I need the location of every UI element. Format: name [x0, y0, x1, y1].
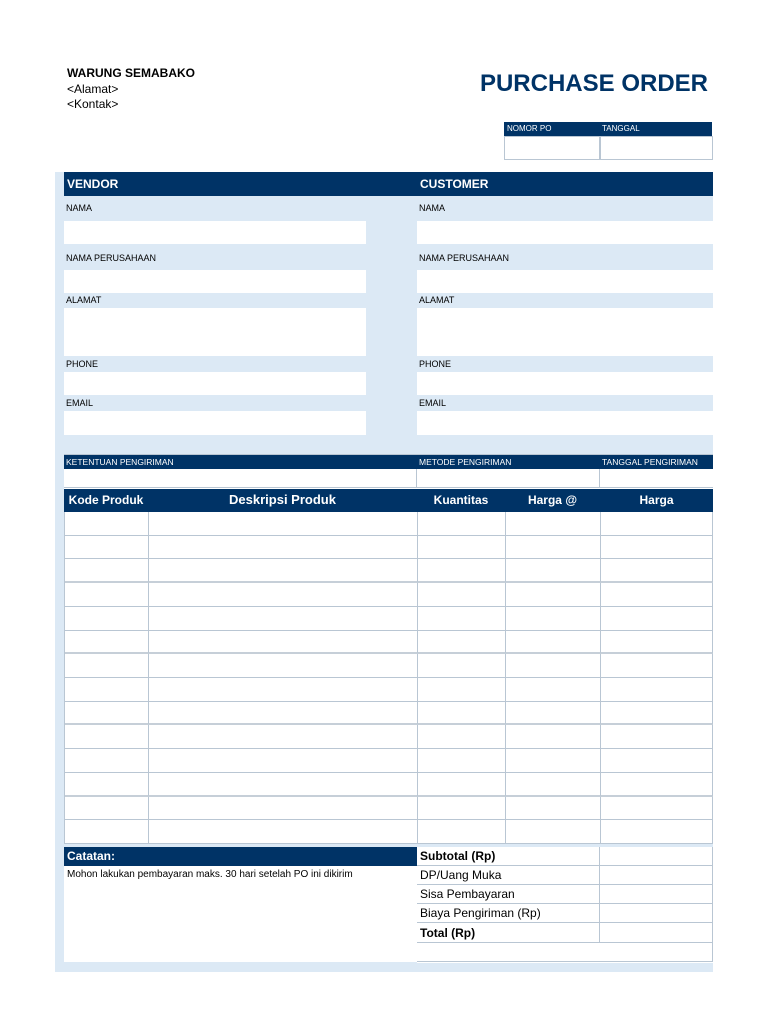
- table-row: [65, 583, 713, 607]
- cell-code[interactable]: [65, 654, 149, 678]
- vendor-phone-field[interactable]: [64, 372, 366, 395]
- shipping-method-field[interactable]: [417, 469, 600, 488]
- company-contact: <Kontak>: [67, 97, 119, 111]
- cell-code[interactable]: [65, 797, 149, 821]
- cell-unit-price[interactable]: [506, 797, 601, 821]
- table-row: [65, 631, 713, 655]
- cell-price[interactable]: [601, 654, 713, 678]
- cell-price[interactable]: [601, 583, 713, 607]
- customer-email-label: EMAIL: [419, 398, 447, 408]
- table-row: [65, 678, 713, 702]
- table-row: [65, 512, 713, 536]
- cell-code[interactable]: [65, 678, 149, 702]
- cell-description[interactable]: [149, 559, 418, 583]
- table-row: [65, 607, 713, 631]
- vendor-phone-label: PHONE: [66, 359, 99, 369]
- cell-description[interactable]: [149, 773, 418, 797]
- cell-description[interactable]: [149, 654, 418, 678]
- vendor-email-label: EMAIL: [66, 398, 94, 408]
- cell-price[interactable]: [601, 749, 713, 773]
- cell-price[interactable]: [601, 820, 713, 844]
- table-row: [65, 654, 713, 678]
- cell-unit-price[interactable]: [506, 536, 601, 560]
- customer-phone-field[interactable]: [417, 372, 713, 395]
- totals-footer-cell: [417, 943, 713, 962]
- subtotal-value[interactable]: [600, 847, 713, 866]
- cell-quantity[interactable]: [418, 678, 506, 702]
- col-header-unit-price: Harga @: [527, 493, 578, 507]
- cell-code[interactable]: [65, 820, 149, 844]
- cell-code[interactable]: [65, 536, 149, 560]
- table-row: [65, 559, 713, 583]
- cell-code[interactable]: [65, 749, 149, 773]
- cell-quantity[interactable]: [418, 749, 506, 773]
- shipping-terms-label: KETENTUAN PENGIRIMAN: [66, 457, 174, 467]
- cell-quantity[interactable]: [418, 607, 506, 631]
- cell-price[interactable]: [601, 536, 713, 560]
- table-row: [65, 773, 713, 797]
- cell-quantity[interactable]: [418, 536, 506, 560]
- cell-price[interactable]: [601, 631, 713, 655]
- col-header-description: Deskripsi Produk: [229, 492, 336, 507]
- notes-header-bar: [64, 847, 417, 866]
- po-number-field[interactable]: [504, 136, 600, 160]
- cell-quantity[interactable]: [418, 797, 506, 821]
- shipping-cost-label: Biaya Pengiriman (Rp): [420, 906, 541, 920]
- vendor-customer-header: [64, 172, 713, 196]
- shipping-cost-value[interactable]: [600, 904, 713, 923]
- table-row: [65, 797, 713, 821]
- page-title: PURCHASE ORDER: [479, 70, 708, 97]
- total-value[interactable]: [600, 923, 713, 943]
- col-header-code: Kode Produk: [68, 493, 144, 507]
- cell-unit-price[interactable]: [506, 820, 601, 844]
- cell-unit-price[interactable]: [506, 749, 601, 773]
- cell-quantity[interactable]: [418, 654, 506, 678]
- table-row: [65, 749, 713, 773]
- cell-description[interactable]: [149, 536, 418, 560]
- customer-name-field[interactable]: [417, 221, 713, 244]
- vendor-address-label: ALAMAT: [66, 295, 102, 305]
- shipping-method-label: METODE PENGIRIMAN: [419, 457, 512, 467]
- cell-code[interactable]: [65, 631, 149, 655]
- cell-price[interactable]: [601, 773, 713, 797]
- cell-description[interactable]: [149, 797, 418, 821]
- cell-unit-price[interactable]: [506, 678, 601, 702]
- cell-quantity[interactable]: [418, 820, 506, 844]
- company-name: WARUNG SEMABAKO: [67, 66, 195, 80]
- table-row: [65, 725, 713, 749]
- table-row: [65, 702, 713, 726]
- cell-description[interactable]: [149, 607, 418, 631]
- cell-code[interactable]: [65, 607, 149, 631]
- po-date-label: TANGGAL: [602, 124, 640, 133]
- cell-quantity[interactable]: [418, 702, 506, 726]
- cell-unit-price[interactable]: [506, 631, 601, 655]
- cell-quantity[interactable]: [418, 583, 506, 607]
- shipping-terms-field[interactable]: [64, 469, 417, 488]
- vendor-address-field[interactable]: [64, 308, 366, 356]
- notes-header: Catatan:: [67, 849, 116, 863]
- cell-price[interactable]: [601, 512, 713, 536]
- cell-unit-price[interactable]: [506, 512, 601, 536]
- vendor-company-label: NAMA PERUSAHAAN: [66, 253, 157, 263]
- customer-address-label: ALAMAT: [419, 295, 455, 305]
- cell-quantity[interactable]: [418, 773, 506, 797]
- cell-quantity[interactable]: [418, 559, 506, 583]
- cell-code[interactable]: [65, 773, 149, 797]
- notes-text: Mohon lakukan pembayaran maks. 30 hari setelah PO ini dikirim: [67, 869, 353, 880]
- company-address: <Alamat>: [67, 82, 119, 96]
- total-label: Total (Rp): [420, 926, 476, 940]
- shipping-date-field[interactable]: [600, 469, 713, 488]
- cell-description[interactable]: [149, 631, 418, 655]
- cell-code[interactable]: [65, 702, 149, 726]
- cell-unit-price[interactable]: [506, 559, 601, 583]
- cell-description[interactable]: [149, 678, 418, 702]
- table-row: [65, 820, 713, 844]
- vendor-name-label: NAMA: [66, 203, 93, 213]
- cell-quantity[interactable]: [418, 631, 506, 655]
- cell-code[interactable]: [65, 725, 149, 749]
- po-number-label: NOMOR PO: [507, 124, 552, 133]
- customer-company-field[interactable]: [417, 270, 713, 293]
- col-header-price: Harga: [639, 493, 674, 507]
- customer-header: CUSTOMER: [420, 177, 489, 191]
- cell-quantity[interactable]: [418, 725, 506, 749]
- cell-unit-price[interactable]: [506, 702, 601, 726]
- cell-unit-price[interactable]: [506, 773, 601, 797]
- customer-company-label: NAMA PERUSAHAAN: [419, 253, 510, 263]
- cell-unit-price[interactable]: [506, 725, 601, 749]
- cell-description[interactable]: [149, 702, 418, 726]
- po-date-field[interactable]: [600, 136, 713, 160]
- cell-unit-price[interactable]: [506, 583, 601, 607]
- table-row: [65, 536, 713, 560]
- cell-description[interactable]: [149, 725, 418, 749]
- cell-description[interactable]: [149, 512, 418, 536]
- cell-quantity[interactable]: [418, 512, 506, 536]
- cell-price[interactable]: [601, 797, 713, 821]
- subtotal-label: Subtotal (Rp): [420, 849, 496, 863]
- cell-price[interactable]: [601, 559, 713, 583]
- remaining-value[interactable]: [600, 885, 713, 904]
- items-table-body: [64, 512, 713, 844]
- cell-price[interactable]: [601, 678, 713, 702]
- col-header-quantity: Kuantitas: [433, 493, 489, 507]
- cell-price[interactable]: [601, 607, 713, 631]
- cell-description[interactable]: [149, 749, 418, 773]
- customer-address-field[interactable]: [417, 308, 713, 356]
- cell-description[interactable]: [149, 820, 418, 844]
- dp-value[interactable]: [600, 866, 713, 885]
- cell-code[interactable]: [65, 583, 149, 607]
- vendor-email-field[interactable]: [64, 411, 366, 435]
- remaining-label: Sisa Pembayaran: [420, 887, 515, 901]
- cell-unit-price[interactable]: [506, 654, 601, 678]
- customer-email-field[interactable]: [417, 411, 713, 435]
- cell-price[interactable]: [601, 725, 713, 749]
- cell-unit-price[interactable]: [506, 607, 601, 631]
- cell-description[interactable]: [149, 583, 418, 607]
- vendor-header: VENDOR: [67, 177, 119, 191]
- customer-name-label: NAMA: [419, 203, 446, 213]
- vendor-company-field[interactable]: [64, 270, 366, 293]
- cell-code[interactable]: [65, 559, 149, 583]
- dp-label: DP/Uang Muka: [420, 868, 502, 882]
- vendor-name-field[interactable]: [64, 221, 366, 244]
- notes-area[interactable]: [64, 866, 417, 962]
- shipping-date-label: TANGGAL PENGIRIMAN: [602, 457, 698, 467]
- cell-price[interactable]: [601, 702, 713, 726]
- customer-phone-label: PHONE: [419, 359, 452, 369]
- cell-code[interactable]: [65, 512, 149, 536]
